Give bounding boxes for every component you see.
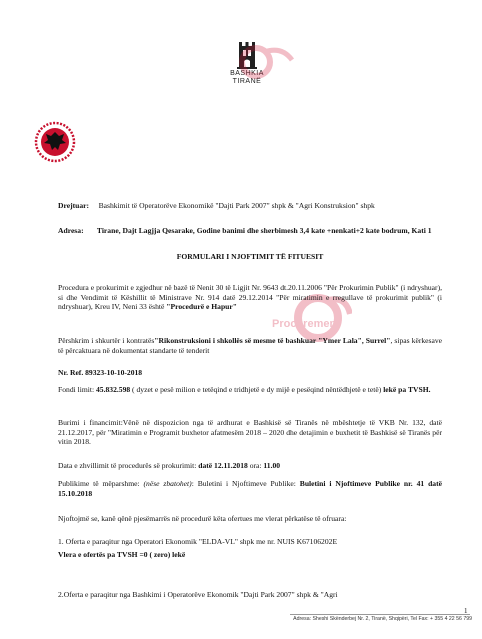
reference-number: Nr. Ref. 89323-10-10-2018 — [58, 368, 143, 377]
adresa-value: Tirane, Dajt Lagjja Qesarake, Godine banimi dhe sherbimesh 3,4 kate +nenkati+2 kate bodrum, Kati 1 — [96, 226, 432, 235]
date-label: Data e zhvillimit të procedurës së prokurimit: — [58, 461, 199, 470]
adresa-label: Adresa: — [58, 226, 84, 235]
fund-currency: lekë pa TVSH. — [383, 385, 431, 394]
time-label: ora: — [247, 461, 264, 470]
logo-line-2: TIRANË — [232, 78, 262, 85]
participants-intro: Njoftojmë se, kanë qënë pjesëmarrës në procedurë këta ofertues me vlerat përkatëse të ofruara: — [58, 514, 347, 523]
document-title: FORMULARI I NJOFTIMIT TË FITUESIT — [176, 252, 324, 261]
bashkia-tirane-logo — [223, 40, 271, 86]
publications-text: : Buletini i Njoftimeve Publike: — [191, 479, 300, 488]
fund-label: Fondi limit: — [58, 385, 96, 394]
time-value: 11.00 — [263, 461, 281, 470]
offer-value-1: Vlera e ofertës pa TVSH =0 ( zero) lekë — [58, 550, 186, 559]
date-value: datë 12.11.2018 — [198, 461, 248, 470]
publications-note: (nëse zbatohet) — [143, 479, 192, 488]
procedure-date — [58, 461, 442, 471]
offer-item-1: 1. Oferta e paraqitur nga Operatori Ekonomik "ELDA-VL" shpk me nr. NUIS K67106202E — [58, 537, 338, 546]
fund-amount: 45.832.598 — [95, 385, 131, 394]
fund-words: ( dyzet e pesë milion e tetëqind e tridhjetë e dy mijë e pesëqind nëntëdhjetë e tetë) — [130, 385, 384, 394]
contract-name: "Rikonstruksioni i shkollës së mesme të bashkuar "Ymer Lala", Surrel" — [154, 336, 391, 345]
page-number: 1 — [464, 607, 468, 615]
procedure-type: "Procedurë e Hapur" — [166, 302, 237, 312]
publications-label: Publikime të mëparshme: — [58, 479, 144, 488]
contract-intro: Përshkrim i shkurtër i kontratës — [58, 336, 155, 345]
offer-item-2: 2.Oferta e paraqitur nga Bashkimi i Operatorëve Ekonomik "Dajti Park 2007" shpk & "Agri — [58, 590, 338, 599]
drejtuar-label: Drejtuar: — [58, 201, 90, 210]
footer-divider — [290, 614, 470, 615]
contract-description — [58, 336, 442, 355]
castle-tower-icon — [236, 40, 258, 70]
funding-source: Burimi i financimit:Vënë në dispozicion nga të ardhurat e Bashkisë së Tiranës në mbështetje të VKB Nr. 132, datë 21.12.2017, për "Miratimin e Programit buxhetor afatmesëm 2018 – 2020 dhe detajimin e buxhetit të Bashkisë së Tiranës për vitin 2018. — [58, 418, 442, 447]
procedure-text: Procedura e prokurimit e zgjedhur në bazë të Nenit 30 të Ligjit Nr. 9643 dt.20.11.2006 "Për Prokurimin Publik" (i ndryshuar), si dhe Vendimit të Këshillit të Ministrave Nr. 914 datë 29.12.2014 "Për miratimin e rregullave të prokurimit publik" (i ndryshuar), Kreu IV, Neni 33 është — [58, 283, 442, 312]
fund-limit — [58, 385, 442, 395]
procedure-paragraph — [58, 283, 442, 312]
footer-address: Adresa: Sheshi Skënderbej Nr. 2, Tiranë, Shqipëri, Tel Fax: + 355 4 22 56 799 — [293, 616, 472, 622]
recipient-block — [58, 201, 442, 211]
watermark-text: Procurement — [272, 318, 340, 330]
previous-publications — [58, 479, 442, 498]
publications-bulletin: Buletini i Njoftimeve Publike nr. 41 datë 15.10.2018 — [58, 479, 443, 498]
logo-line-1: BASHKIA — [230, 70, 264, 77]
eagle-emblem-icon — [34, 118, 76, 166]
drejtuar-value: Bashkimit të Operatorëve Ekonomikë "Dajti Park 2007" shpk & "Agri Konstruksion" shpk — [98, 201, 375, 210]
albania-eagle-emblem — [34, 118, 76, 166]
contract-tail: , sipas kërkesave të përcaktuara në dokumentat standarte të tenderit — [58, 336, 443, 355]
address-block — [58, 226, 442, 236]
